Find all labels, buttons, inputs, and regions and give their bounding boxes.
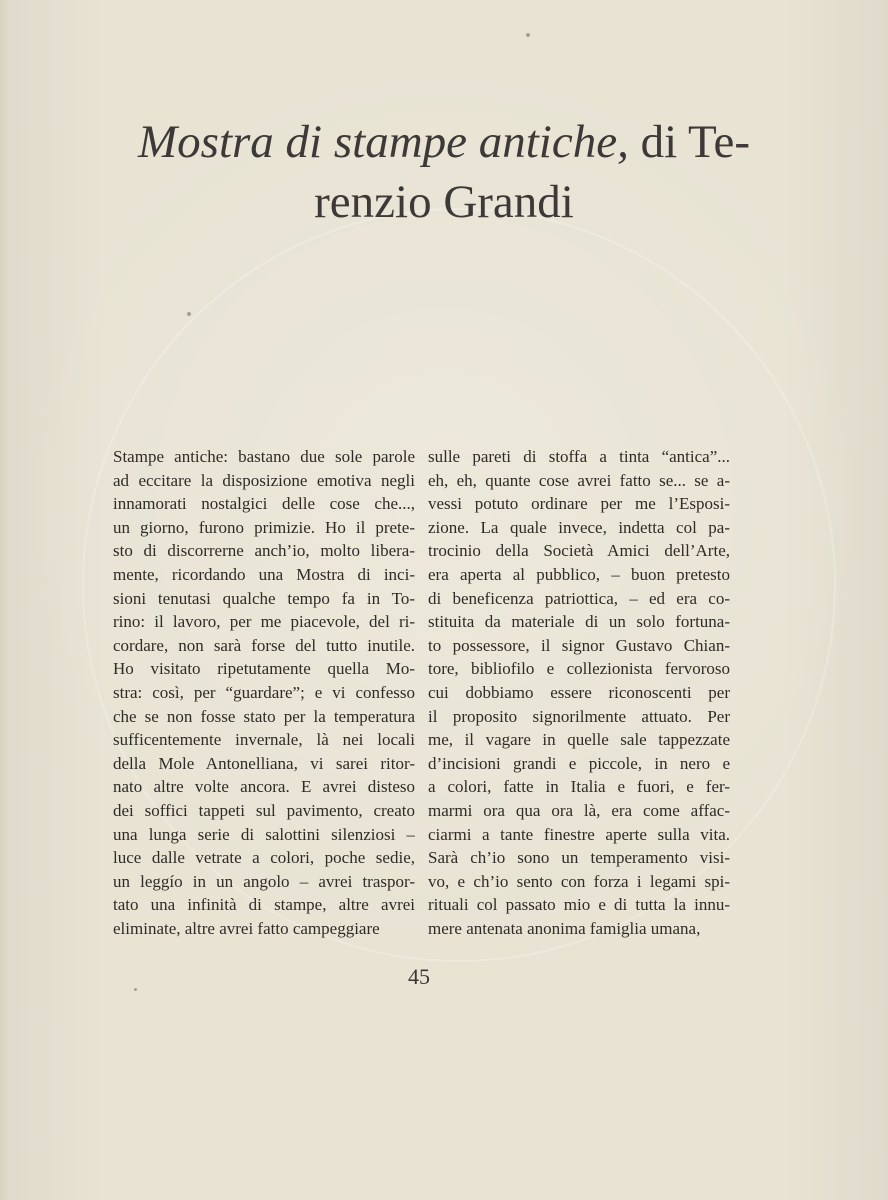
text-line: tore, bibliofilo e collezionista fervoroso (428, 659, 730, 679)
text-line: eliminate, altre avrei fatto campeggiare (113, 918, 380, 938)
text-line: to possessore, il signor Gustavo Chian- (428, 635, 730, 655)
text-line: della Mole Antonelliana, vi sarei ritor- (113, 753, 415, 773)
right-text-column (428, 445, 730, 940)
text-line: cordare, non sarà forse del tutto inutile. (113, 635, 415, 655)
text-line: vessi potuto ordinare per me l’Esposi- (428, 494, 730, 514)
text-line: stituita da materiale di un solo fortuna- (428, 612, 730, 632)
text-line: sioni tenutasi qualche tempo fa in To- (113, 588, 415, 608)
text-line: sufficentemente invernale, là nei locali (113, 730, 415, 750)
text-line: luce dalle vetrate a colori, poche sedie, (113, 848, 415, 868)
paper-speck (134, 988, 137, 991)
paper-speck (526, 33, 530, 37)
text-line: sulle pareti di stoffa a tinta “antica”... (428, 447, 730, 466)
text-line: innamorati nostalgici delle cose che..., (113, 494, 415, 514)
title-italic: Mostra di stampe antiche, (138, 116, 629, 168)
text-line: eh, eh, quante cose avrei fatto se... se a- (428, 470, 730, 490)
text-line: stra: così, per “guardare”; e vi confesso (113, 682, 415, 702)
page-number: 45 (408, 964, 430, 989)
left-text-column (113, 445, 415, 940)
text-line: a colori, fatte in Italia e fuori, e fer- (428, 777, 730, 797)
text-line: mente, ricordando una Mostra di inci- (113, 564, 415, 584)
text-line: che se non fosse stato per la temperatura (113, 706, 415, 726)
page-shadow (0, 0, 8, 1200)
text-line: un giorno, furono primizie. Ho il prete- (113, 517, 415, 537)
text-line: il proposito signorilmente attuato. Per (428, 706, 730, 726)
text-line: cui dobbiamo essere riconoscenti per (428, 682, 730, 702)
text-line: nato altre volte ancora. E avrei disteso (113, 777, 415, 797)
text-line: me, il vagare in quelle sale tappezzate (428, 730, 730, 750)
text-line: zione. La quale invece, indetta col pa- (428, 517, 730, 537)
title-regular: di Te- (628, 116, 750, 168)
text-line: trocinio della Società Amici dell’Arte, (428, 541, 730, 561)
text-line: una lunga serie di salottini silenziosi – (113, 824, 415, 844)
text-line: Stampe antiche: bastano due sole parole (113, 447, 415, 466)
text-line: tato una infinità di stampe, altre avrei (113, 895, 415, 915)
paper-speck (187, 312, 191, 316)
text-line: ciarmi a tante finestre aperte sulla vita. (428, 824, 730, 844)
text-line: dei soffici tappeti sul pavimento, creato (113, 800, 415, 820)
text-line: Sarà ch’io sono un temperamento visi- (428, 848, 730, 868)
text-line: sto di discorrerne anch’io, molto libera- (113, 541, 415, 561)
text-line: rino: il lavoro, per me piacevole, del ri- (113, 612, 415, 632)
text-line: mere antenata anonima famiglia umana, (428, 918, 701, 938)
text-line: un leggío in un angolo – avrei traspor- (113, 871, 415, 891)
text-line: Ho visitato ripetutamente quella Mo- (113, 659, 415, 679)
title-author: renzio Grandi (314, 176, 574, 228)
text-line: d’incisioni grandi e piccole, in nero e (428, 753, 730, 773)
text-line: marmi ora qua ora là, era come affac- (428, 800, 730, 820)
text-line: di beneficenza patriottica, – ed era co- (428, 588, 730, 608)
text-line: rituali col passato mio e di tutta la innu- (428, 895, 730, 915)
text-line: era aperta al pubblico, – buon pretesto (428, 564, 730, 584)
article-title (110, 112, 778, 232)
text-line: ad eccitare la disposizione emotiva negli (113, 470, 415, 490)
text-line: vo, e ch’io sento con forza i legami spi- (428, 871, 730, 891)
